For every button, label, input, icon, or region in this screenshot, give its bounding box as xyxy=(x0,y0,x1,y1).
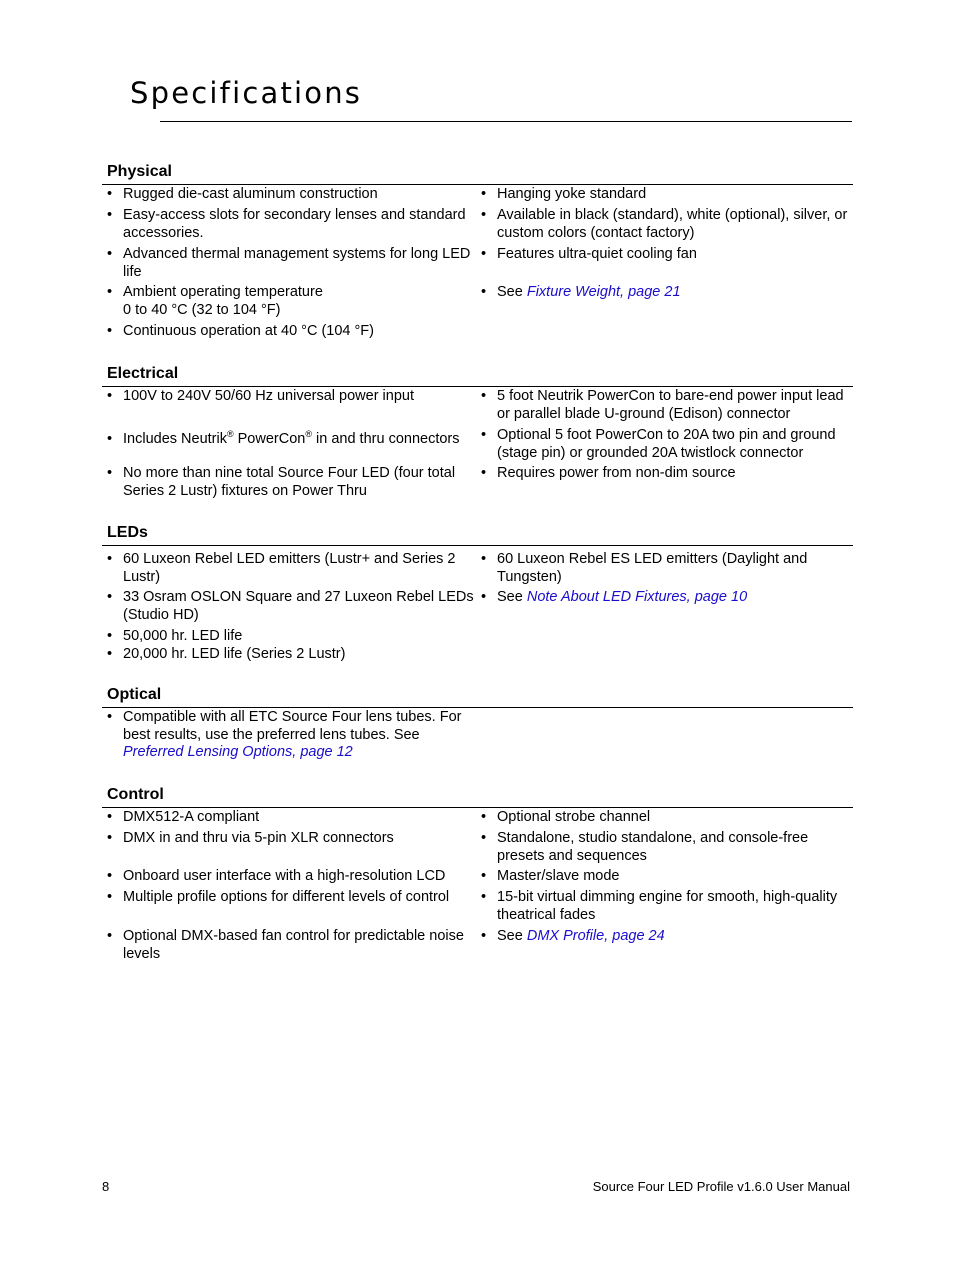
bullet: • xyxy=(481,388,487,404)
spec-text: Optional strobe channel xyxy=(497,809,651,825)
leds-section xyxy=(102,524,853,666)
spec-row xyxy=(102,830,853,868)
spec-item xyxy=(478,465,853,483)
bullet: • xyxy=(107,928,113,944)
section-rule xyxy=(102,545,853,546)
spec-item xyxy=(104,388,475,406)
spec-text: Onboard user interface with a high-resolution LCD xyxy=(123,868,446,884)
preferred-lensing-link[interactable]: Preferred Lensing Options, page 12 xyxy=(123,744,353,761)
spec-item xyxy=(478,809,853,827)
spec-row xyxy=(102,589,853,628)
spec-item xyxy=(104,809,475,827)
spec-row xyxy=(102,388,853,427)
section-heading-leds: LEDs xyxy=(107,524,148,541)
bullet: • xyxy=(481,830,487,846)
bullet: • xyxy=(481,207,487,223)
spec-row xyxy=(102,868,853,889)
footer-page-number: 8 xyxy=(102,1179,110,1194)
dmx-profile-link[interactable]: DMX Profile, page 24 xyxy=(526,928,665,944)
spec-text: 60 Luxeon Rebel ES LED emitters (Daylight and Tungsten) xyxy=(497,551,808,585)
spec-item xyxy=(104,186,475,204)
bullet: • xyxy=(107,709,113,725)
spec-item xyxy=(104,868,475,886)
spec-text: Master/slave mode xyxy=(497,868,620,884)
spec-item xyxy=(478,427,853,462)
bullet: • xyxy=(107,465,113,481)
spec-item xyxy=(478,207,853,242)
spec-text: 50,000 hr. LED life xyxy=(123,628,243,644)
bullet: • xyxy=(107,628,113,644)
spec-item xyxy=(104,646,475,664)
spec-row xyxy=(102,809,853,830)
spec-row xyxy=(102,246,853,284)
spec-text: See xyxy=(497,928,527,944)
spec-text: DMX in and thru via 5-pin XLR connectors xyxy=(123,830,394,846)
spec-item xyxy=(104,628,475,646)
registered-mark: ® xyxy=(226,429,234,439)
spec-item xyxy=(104,323,475,341)
section-heading-physical: Physical xyxy=(107,163,172,180)
spec-item xyxy=(104,431,475,449)
spec-row xyxy=(102,889,853,928)
spec-item xyxy=(104,589,475,624)
bullet: • xyxy=(481,284,487,300)
physical-section xyxy=(102,163,853,343)
section-heading-electrical: Electrical xyxy=(107,365,179,382)
bullet: • xyxy=(481,868,487,884)
spec-text: 100V to 240V 50/60 Hz universal power input xyxy=(123,388,414,404)
bullet: • xyxy=(481,889,487,905)
spec-row xyxy=(102,709,853,765)
bullet: • xyxy=(481,465,487,481)
spec-text: Easy-access slots for secondary lenses and standard accessories. xyxy=(123,207,466,241)
spec-item xyxy=(478,246,853,264)
spec-item xyxy=(478,284,853,302)
registered-mark: ® xyxy=(305,429,312,439)
spec-text: Hanging yoke standard xyxy=(497,186,647,202)
spec-text: Continuous operation at 40 °C (104 °F) xyxy=(123,323,374,339)
bullet: • xyxy=(107,388,113,404)
page-title: Specifications xyxy=(130,76,363,110)
section-rule xyxy=(102,807,853,808)
spec-text: Includes Neutrik xyxy=(123,431,227,447)
spec-text: See xyxy=(497,284,527,300)
spec-row xyxy=(102,284,853,323)
spec-row xyxy=(102,928,853,966)
section-rule xyxy=(102,386,853,387)
title-rule xyxy=(160,121,852,122)
spec-text: PowerCon xyxy=(233,431,306,447)
bullet: • xyxy=(107,889,113,905)
bullet: • xyxy=(481,186,487,202)
spec-item xyxy=(104,246,475,281)
fixture-weight-link[interactable]: Fixture Weight, page 21 xyxy=(526,284,681,300)
spec-item xyxy=(104,207,475,242)
spec-text: 33 Osram OSLON Square and 27 Luxeon Rebel LEDs (Studio HD) xyxy=(123,589,474,623)
spec-item xyxy=(478,928,853,946)
bullet: • xyxy=(107,830,113,846)
spec-text: Optional DMX-based fan control for predictable noise levels xyxy=(123,928,464,962)
spec-item xyxy=(104,889,475,907)
spec-text: 0 to 40 °C (32 to 104 °F) xyxy=(123,301,281,318)
spec-item xyxy=(104,551,475,586)
bullet: • xyxy=(107,284,113,300)
spec-item xyxy=(478,889,853,924)
spec-item xyxy=(478,830,853,865)
control-section xyxy=(102,786,853,966)
spec-item xyxy=(104,928,475,963)
bullet: • xyxy=(107,323,113,339)
bullet: • xyxy=(107,646,113,662)
bullet: • xyxy=(107,868,113,884)
bullet: • xyxy=(481,809,487,825)
spec-row xyxy=(102,207,853,246)
spec-item xyxy=(478,388,853,423)
bullet: • xyxy=(481,928,487,944)
spec-row xyxy=(102,551,853,589)
bullet: • xyxy=(481,589,487,605)
section-heading-optical: Optical xyxy=(107,686,162,703)
led-fixtures-note-link[interactable]: Note About LED Fixtures, page 10 xyxy=(526,589,748,605)
bullet: • xyxy=(107,589,113,605)
spec-row xyxy=(102,628,853,646)
spec-item xyxy=(478,589,853,607)
spec-text: Available in black (standard), white (optional), silver, or custom colors (contact factory) xyxy=(497,207,848,241)
spec-row xyxy=(102,323,853,343)
spec-text: Optional 5 foot PowerCon to 20A two pin and ground (stage pin) or grounded 20A twistlock connector xyxy=(497,427,836,461)
spec-item xyxy=(104,830,475,848)
spec-item xyxy=(478,868,853,886)
spec-text: 5 foot Neutrik PowerCon to bare-end power input lead or parallel blade U-ground (Edison) connector xyxy=(497,388,844,422)
spec-text: Requires power from non-dim source xyxy=(497,465,736,481)
bullet: • xyxy=(481,427,487,443)
footer-manual-title: Source Four LED Profile v1.6.0 User Manual xyxy=(592,1179,850,1194)
section-heading-control: Control xyxy=(107,786,164,803)
bullet: • xyxy=(107,431,113,447)
spec-item xyxy=(478,551,853,586)
spec-text: Features ultra-quiet cooling fan xyxy=(497,246,697,262)
spec-text: Multiple profile options for different levels of control xyxy=(123,889,450,905)
spec-item xyxy=(478,186,853,204)
spec-row xyxy=(102,465,853,503)
section-rule xyxy=(102,184,853,185)
bullet: • xyxy=(107,246,113,262)
spec-text: 60 Luxeon Rebel LED emitters (Lustr+ and Series 2 Lustr) xyxy=(123,551,456,585)
spec-row xyxy=(102,186,853,207)
spec-text: Compatible with all ETC Source Four lens tubes. For best results, use the preferred lens tubes. See xyxy=(123,709,462,743)
spec-text: 20,000 hr. LED life (Series 2 Lustr) xyxy=(123,646,346,662)
section-rule xyxy=(102,707,853,708)
spec-text: Rugged die-cast aluminum construction xyxy=(123,186,378,202)
bullet: • xyxy=(107,809,113,825)
spec-text: 15-bit virtual dimming engine for smooth, high-quality theatrical fades xyxy=(497,889,838,923)
spec-row xyxy=(102,427,853,465)
spec-text: Advanced thermal management systems for long LED life xyxy=(123,246,471,280)
spec-text: in and thru connectors xyxy=(311,431,460,447)
optical-section xyxy=(102,686,853,765)
spec-item xyxy=(104,465,475,500)
spec-text: DMX512-A compliant xyxy=(123,809,260,825)
bullet: • xyxy=(107,551,113,567)
spec-text: Standalone, studio standalone, and console-free presets and sequences xyxy=(497,830,809,864)
spec-text: No more than nine total Source Four LED (four total Series 2 Lustr) fixtures on Power Thru xyxy=(123,465,456,499)
bullet: • xyxy=(481,551,487,567)
bullet: • xyxy=(481,246,487,262)
spec-item xyxy=(104,284,475,319)
bullet: • xyxy=(107,207,113,223)
spec-row xyxy=(102,646,853,666)
spec-text: Ambient operating temperature xyxy=(123,284,323,300)
spec-item xyxy=(104,709,475,762)
bullet: • xyxy=(107,186,113,202)
electrical-section xyxy=(102,365,853,503)
spec-text: See xyxy=(497,589,527,605)
